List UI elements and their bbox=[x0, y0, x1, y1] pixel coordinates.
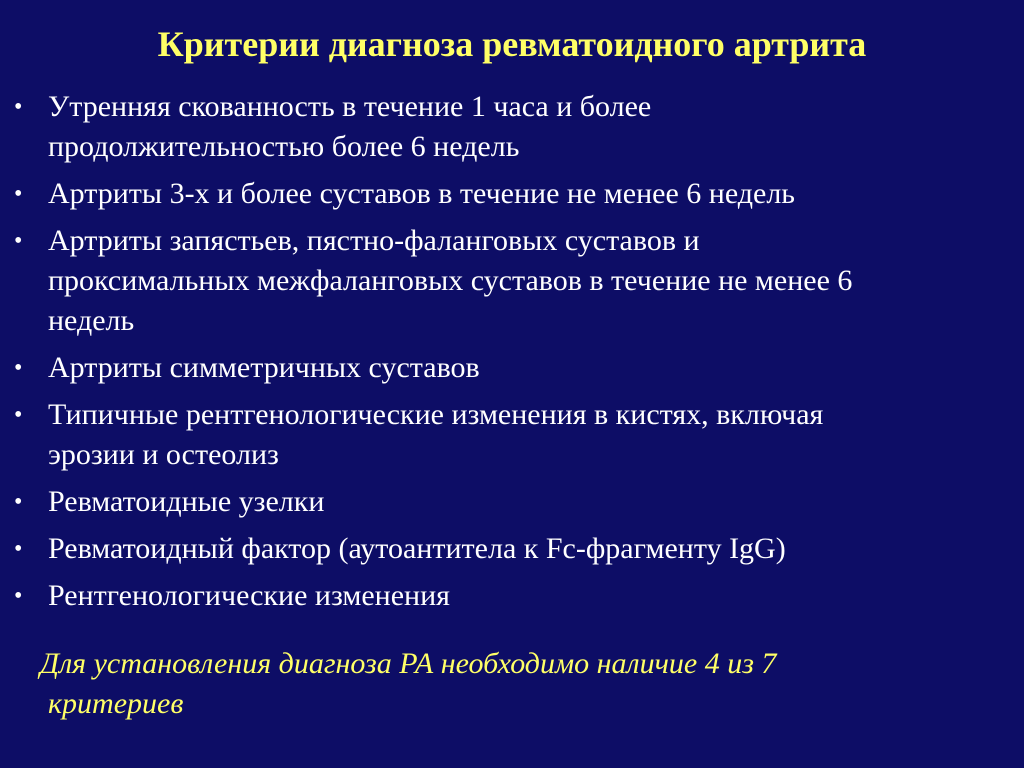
diagnosis-note bbox=[40, 644, 940, 724]
bullet-icon: • bbox=[14, 355, 23, 381]
criteria-item bbox=[0, 221, 1000, 341]
bullet-icon: • bbox=[14, 583, 23, 609]
criteria-line: Артриты запястьев, пястно-фаланговых суставов и bbox=[48, 224, 700, 257]
criteria-line: Ревматоидный фактор (аутоантитела к Fc-фрагменту IgG) bbox=[48, 532, 786, 565]
criteria-line: недель bbox=[48, 304, 135, 337]
note-line: Для установления диагноза РА необходимо наличие 4 из 7 bbox=[40, 647, 777, 680]
criteria-line: Рентгенологические изменения bbox=[48, 579, 450, 612]
criteria-line: эрозии и остеолиз bbox=[48, 438, 279, 471]
criteria-item bbox=[0, 174, 1000, 214]
bullet-icon: • bbox=[14, 489, 23, 515]
slide-title: Критерии диагноза ревматоидного артрита bbox=[157, 24, 867, 64]
criteria-list bbox=[0, 87, 1000, 623]
criteria-item bbox=[0, 529, 1000, 569]
criteria-line: Ревматоидные узелки bbox=[48, 485, 325, 518]
criteria-line: Типичные рентгенологические изменения в кистях, включая bbox=[48, 398, 824, 431]
criteria-line: продолжительностью более 6 недель bbox=[48, 130, 520, 163]
bullet-icon: • bbox=[14, 181, 23, 207]
criteria-item bbox=[0, 576, 1000, 616]
criteria-line: Утренняя скованность в течение 1 часа и более bbox=[48, 90, 652, 123]
note-line: критериев bbox=[48, 687, 184, 720]
criteria-item bbox=[0, 348, 1000, 388]
criteria-line: проксимальных межфаланговых суставов в течение не менее 6 bbox=[48, 264, 853, 297]
bullet-icon: • bbox=[14, 536, 23, 562]
bullet-icon: • bbox=[14, 228, 23, 254]
criteria-item bbox=[0, 482, 1000, 522]
criteria-line: Артриты 3-х и более суставов в течение не менее 6 недель bbox=[48, 177, 795, 210]
criteria-item bbox=[0, 87, 1000, 167]
criteria-item bbox=[0, 395, 1000, 475]
criteria-line: Артриты симметричных суставов bbox=[48, 351, 480, 384]
bullet-icon: • bbox=[14, 402, 23, 428]
bullet-icon: • bbox=[14, 94, 23, 120]
